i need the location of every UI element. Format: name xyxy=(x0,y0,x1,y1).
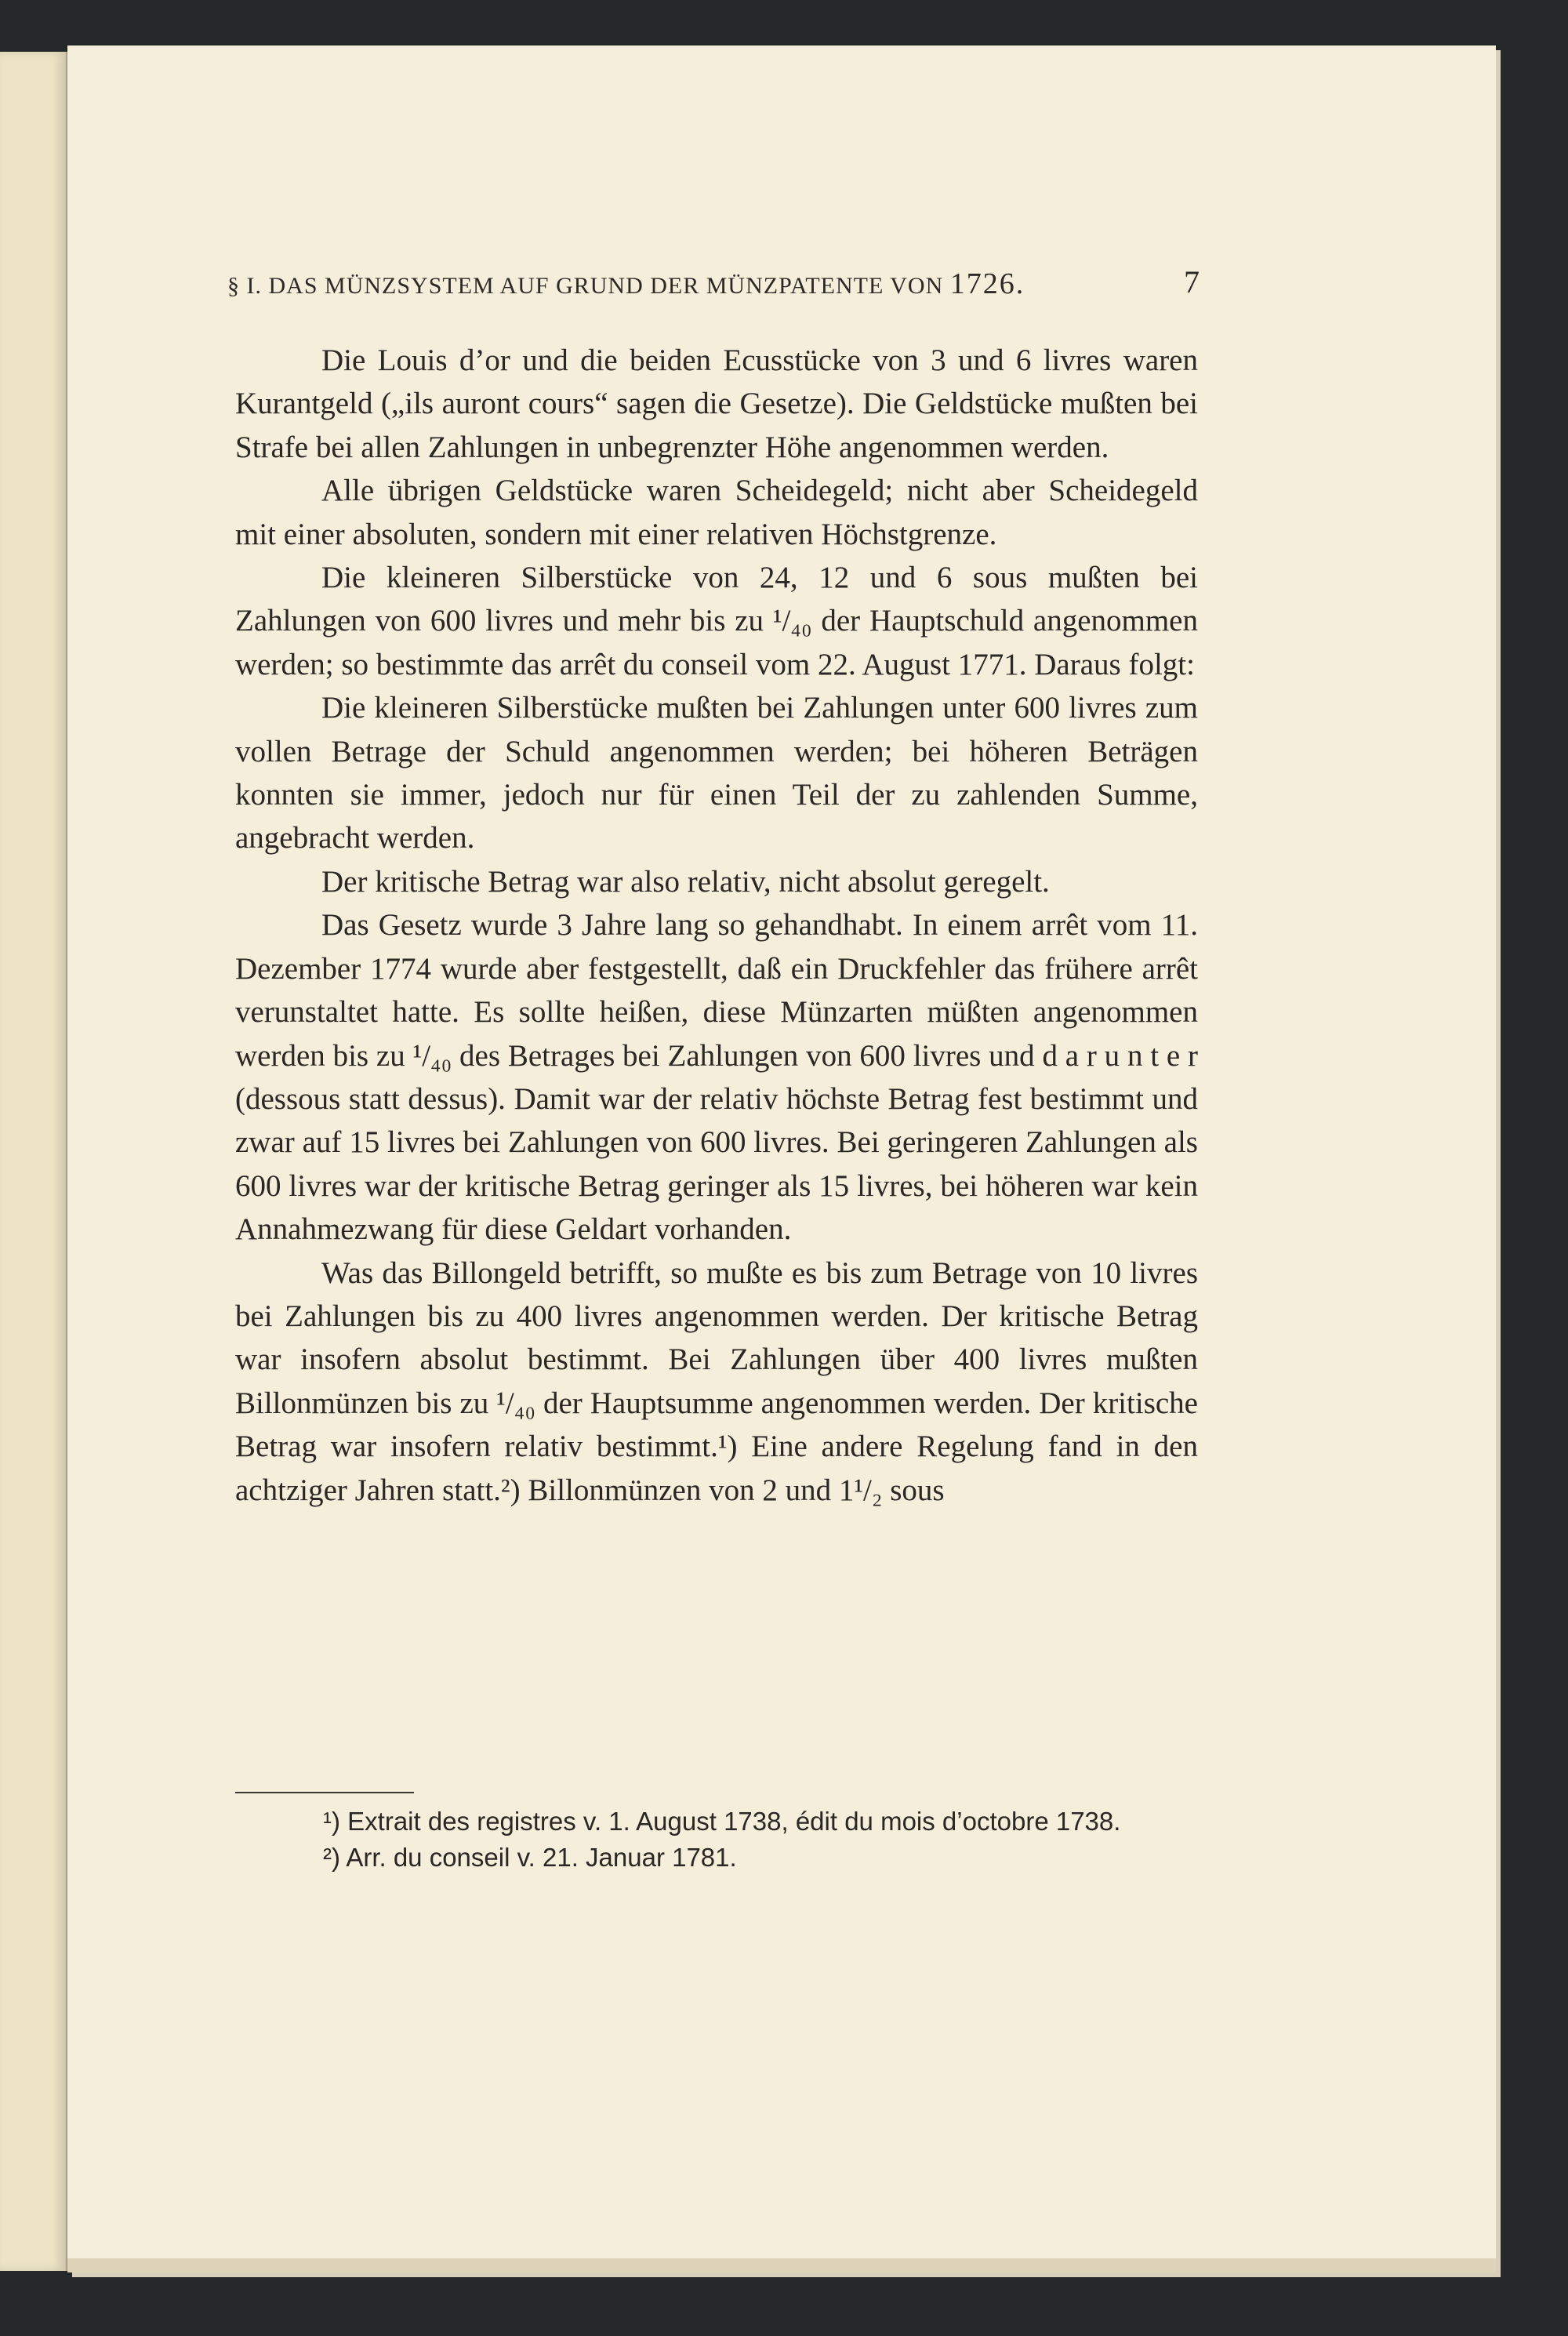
footnotes xyxy=(235,1804,1198,1876)
paragraph: Der kritische Betrag war also relativ, nicht absolut geregelt. xyxy=(321,864,1050,899)
section-year: 1726. xyxy=(949,267,1025,300)
paragraph: Die kleineren Silberstücke mußten bei Zahlungen unter 600 livres zum vollen Betrage der Schuld angenommen werden; bei höheren Beträgen konnten sie immer, jedoch nur für einen Teil der zu zahlenden Summe, angebracht werden. xyxy=(235,691,1198,856)
left-page-edge xyxy=(0,52,68,2271)
paragraph: Das Gesetz wurde 3 Jahre lang so gehandhabt. In einem arrêt vom 11. Dezember 1774 wurde aber festgestellt, daß ein Druckfehler das frühere arrêt verunstaltet hatte. Es sollte heißen, diese Münzarten müßten angenommen werden bis zu ¹/₄₀ des Betrages bei Zahlungen von 600 livres und d a r u n t e r (dessous statt dessus). Damit war der relativ höchste Betrag fest bestimmt und zwar auf 15 livres bei Zahlungen von 600 livres. Bei geringeren Zahlungen als 600 livres war der kritische Betrag geringer als 15 livres, bei höheren war kein Annahmezwang für diese Geldart vorhanden. xyxy=(235,908,1198,1247)
body-text xyxy=(235,339,1198,1512)
page-bottom-edge xyxy=(67,2258,1496,2272)
footnote-1: ¹) Extrait des registres v. 1. August 1738, édit du mois d’octobre 1738. xyxy=(323,1807,1121,1836)
section-title: DAS MÜNZSYSTEM AUF GRUND DER MÜNZPATENTE VON xyxy=(268,273,944,299)
footnote-2: ²) Arr. du conseil v. 21. Januar 1781. xyxy=(323,1843,737,1872)
paragraph: Was das Billongeld betrifft, so mußte es bis zum Betrage von 10 livres bei Zahlungen bis zu 400 livres angenommen werden. Der kritische Betrag war insofern absolut bestimmt. Bei Zahlungen über 400 livres mußten Billonmünzen bis zu ¹/₄₀ der Hauptsumme angenommen werden. Der kritische Betrag war insofern relativ bestimmt.¹) Eine andere Regelung fand in den achtziger Jahren statt.²) Billonmünzen von 2 und 1¹/₂ sous xyxy=(235,1255,1198,1507)
paragraph: Alle übrigen Geldstücke waren Scheidegeld; nicht aber Scheidegeld mit einer absoluten, sondern mit einer relativen Höchstgrenze. xyxy=(235,474,1198,551)
section-heading xyxy=(227,267,1025,301)
page-number: 7 xyxy=(1184,264,1200,300)
paragraph: Die Louis d’or und die beiden Ecusstücke von 3 und 6 livres waren Kurantgeld („ils auront cours“ sagen die Gesetze). Die Geldstücke mußten bei Strafe bei allen Zahlungen in unbegrenzter Höhe angenommen werden. xyxy=(235,343,1198,464)
section-mark: § I. xyxy=(227,273,262,299)
running-header xyxy=(227,264,1200,314)
paragraph: Die kleineren Silberstücke von 24, 12 und 6 sous mußten bei Zahlungen von 600 livres und mehr bis zu ¹/₄₀ der Hauptschuld angenommen werden; so bestimmte das arrêt du conseil vom 22. August 1771. Daraus folgt: xyxy=(235,561,1198,681)
footnote-divider xyxy=(235,1792,414,1793)
